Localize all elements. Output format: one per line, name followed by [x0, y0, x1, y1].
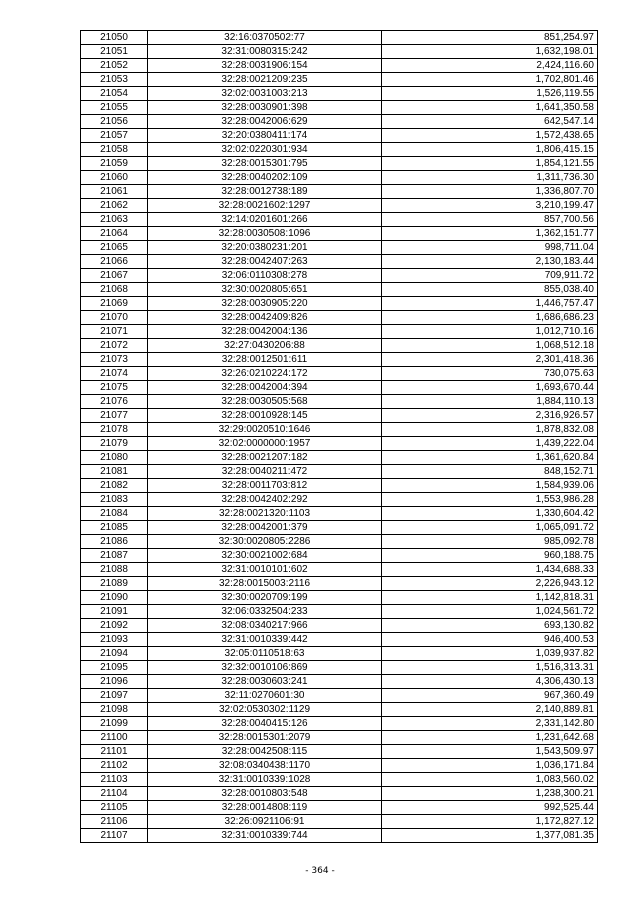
- cadastral-number-cell: 32:28:0021207:182: [148, 451, 382, 465]
- cadastral-number-cell: 32:11:0270601:30: [148, 689, 382, 703]
- row-id-cell: 21095: [81, 661, 148, 675]
- cadastral-number-cell: 32:28:0011703:812: [148, 479, 382, 493]
- row-id-cell: 21082: [81, 479, 148, 493]
- cadastral-number-cell: 32:29:0020510:1646: [148, 423, 382, 437]
- table-row: [81, 297, 598, 311]
- amount-cell: 1,012,710.16: [382, 325, 598, 339]
- amount-cell: 1,584,939.06: [382, 479, 598, 493]
- table-row: [81, 45, 598, 59]
- row-id-cell: 21060: [81, 171, 148, 185]
- amount-cell: 1,377,081.35: [382, 829, 598, 843]
- cadastral-number-cell: 32:31:0010339:442: [148, 633, 382, 647]
- table-row: [81, 479, 598, 493]
- cadastral-number-cell: 32:28:0040211:472: [148, 465, 382, 479]
- cadastral-number-cell: 32:02:0220301:934: [148, 143, 382, 157]
- table-row: [81, 717, 598, 731]
- cadastral-number-cell: 32:31:0010339:744: [148, 829, 382, 843]
- row-id-cell: 21076: [81, 395, 148, 409]
- cadastral-number-cell: 32:28:0030505:568: [148, 395, 382, 409]
- row-id-cell: 21088: [81, 563, 148, 577]
- table-row: [81, 829, 598, 843]
- amount-cell: 1,878,832.08: [382, 423, 598, 437]
- cadastral-number-cell: 32:28:0042004:136: [148, 325, 382, 339]
- cadastral-number-cell: 32:30:0020709:199: [148, 591, 382, 605]
- cadastral-number-cell: 32:31:0080315:242: [148, 45, 382, 59]
- amount-cell: 851,254.97: [382, 31, 598, 45]
- table-row: [81, 675, 598, 689]
- row-id-cell: 21065: [81, 241, 148, 255]
- amount-cell: 967,360.49: [382, 689, 598, 703]
- cadastral-number-cell: 32:30:0020805:651: [148, 283, 382, 297]
- amount-cell: 1,361,620.84: [382, 451, 598, 465]
- table-row: [81, 535, 598, 549]
- amount-cell: 1,362,151.77: [382, 227, 598, 241]
- table-row: [81, 801, 598, 815]
- row-id-cell: 21063: [81, 213, 148, 227]
- table-row: [81, 507, 598, 521]
- row-id-cell: 21074: [81, 367, 148, 381]
- row-id-cell: 21067: [81, 269, 148, 283]
- cadastral-number-cell: 32:14:0201601:266: [148, 213, 382, 227]
- cadastral-number-cell: 32:31:0010101:602: [148, 563, 382, 577]
- amount-cell: 1,553,986.28: [382, 493, 598, 507]
- row-id-cell: 21100: [81, 731, 148, 745]
- row-id-cell: 21070: [81, 311, 148, 325]
- cadastral-number-cell: 32:28:0042409:826: [148, 311, 382, 325]
- row-id-cell: 21061: [81, 185, 148, 199]
- row-id-cell: 21087: [81, 549, 148, 563]
- row-id-cell: 21102: [81, 759, 148, 773]
- row-id-cell: 21083: [81, 493, 148, 507]
- table-row: [81, 381, 598, 395]
- cadastral-number-cell: 32:28:0042407:263: [148, 255, 382, 269]
- row-id-cell: 21069: [81, 297, 148, 311]
- cadastral-number-cell: 32:28:0015003:2116: [148, 577, 382, 591]
- table-row: [81, 241, 598, 255]
- row-id-cell: 21103: [81, 773, 148, 787]
- cadastral-number-cell: 32:20:0380231:201: [148, 241, 382, 255]
- cadastral-number-cell: 32:20:0380411:174: [148, 129, 382, 143]
- amount-cell: 848,152.71: [382, 465, 598, 479]
- table-row: [81, 59, 598, 73]
- table-row: [81, 101, 598, 115]
- row-id-cell: 21089: [81, 577, 148, 591]
- table-row: [81, 199, 598, 213]
- amount-cell: 642,547.14: [382, 115, 598, 129]
- amount-cell: 709,911.72: [382, 269, 598, 283]
- amount-cell: 1,543,509.97: [382, 745, 598, 759]
- row-id-cell: 21096: [81, 675, 148, 689]
- data-table: [80, 30, 598, 843]
- row-id-cell: 21062: [81, 199, 148, 213]
- cadastral-number-cell: 32:28:0042006:629: [148, 115, 382, 129]
- cadastral-number-cell: 32:26:0210224:172: [148, 367, 382, 381]
- row-id-cell: 21055: [81, 101, 148, 115]
- amount-cell: 960,188.75: [382, 549, 598, 563]
- row-id-cell: 21079: [81, 437, 148, 451]
- table-row: [81, 227, 598, 241]
- row-id-cell: 21080: [81, 451, 148, 465]
- amount-cell: 2,226,943.12: [382, 577, 598, 591]
- row-id-cell: 21101: [81, 745, 148, 759]
- row-id-cell: 21057: [81, 129, 148, 143]
- table-row: [81, 549, 598, 563]
- table-row: [81, 353, 598, 367]
- row-id-cell: 21098: [81, 703, 148, 717]
- amount-cell: 1,024,561.72: [382, 605, 598, 619]
- row-id-cell: 21093: [81, 633, 148, 647]
- table-row: [81, 633, 598, 647]
- cadastral-number-cell: 32:28:0040415:126: [148, 717, 382, 731]
- cadastral-number-cell: 32:06:0332504:233: [148, 605, 382, 619]
- table-row: [81, 325, 598, 339]
- amount-cell: 857,700.56: [382, 213, 598, 227]
- amount-cell: 992,525.44: [382, 801, 598, 815]
- cadastral-number-cell: 32:28:0012501:611: [148, 353, 382, 367]
- row-id-cell: 21073: [81, 353, 148, 367]
- amount-cell: 1,446,757.47: [382, 297, 598, 311]
- table-row: [81, 731, 598, 745]
- amount-cell: 1,434,688.33: [382, 563, 598, 577]
- amount-cell: 1,632,198.01: [382, 45, 598, 59]
- table-row: [81, 185, 598, 199]
- table-row: [81, 815, 598, 829]
- row-id-cell: 21086: [81, 535, 148, 549]
- table-row: [81, 437, 598, 451]
- cadastral-number-cell: 32:02:0000000:1957: [148, 437, 382, 451]
- amount-cell: 1,065,091.72: [382, 521, 598, 535]
- amount-cell: 1,238,300.21: [382, 787, 598, 801]
- amount-cell: 2,424,116.60: [382, 59, 598, 73]
- amount-cell: 1,330,604.42: [382, 507, 598, 521]
- row-id-cell: 21066: [81, 255, 148, 269]
- amount-cell: 1,311,736.30: [382, 171, 598, 185]
- cadastral-number-cell: 32:28:0010928:145: [148, 409, 382, 423]
- amount-cell: 1,526,119.55: [382, 87, 598, 101]
- row-id-cell: 21058: [81, 143, 148, 157]
- cadastral-number-cell: 32:05:0110518:63: [148, 647, 382, 661]
- row-id-cell: 21090: [81, 591, 148, 605]
- table-row: [81, 395, 598, 409]
- amount-cell: 693,130.82: [382, 619, 598, 633]
- amount-cell: 1,806,415.15: [382, 143, 598, 157]
- table-row: [81, 255, 598, 269]
- amount-cell: 855,038.40: [382, 283, 598, 297]
- row-id-cell: 21092: [81, 619, 148, 633]
- cadastral-number-cell: 32:02:0031003:213: [148, 87, 382, 101]
- cadastral-number-cell: 32:28:0040202:109: [148, 171, 382, 185]
- amount-cell: 1,702,801.46: [382, 73, 598, 87]
- table-row: [81, 745, 598, 759]
- cadastral-number-cell: 32:32:0010106:869: [148, 661, 382, 675]
- row-id-cell: 21085: [81, 521, 148, 535]
- cadastral-number-cell: 32:28:0012738:189: [148, 185, 382, 199]
- table-row: [81, 157, 598, 171]
- row-id-cell: 21084: [81, 507, 148, 521]
- table-row: [81, 339, 598, 353]
- amount-cell: 1,172,827.12: [382, 815, 598, 829]
- cadastral-number-cell: 32:28:0030603:241: [148, 675, 382, 689]
- cadastral-number-cell: 32:28:0042508:115: [148, 745, 382, 759]
- cadastral-number-cell: 32:28:0030508:1096: [148, 227, 382, 241]
- row-id-cell: 21105: [81, 801, 148, 815]
- cadastral-number-cell: 32:28:0015301:795: [148, 157, 382, 171]
- amount-cell: 2,130,183.44: [382, 255, 598, 269]
- amount-cell: 1,439,222.04: [382, 437, 598, 451]
- amount-cell: 3,210,199.47: [382, 199, 598, 213]
- amount-cell: 1,686,686.23: [382, 311, 598, 325]
- cadastral-number-cell: 32:28:0042402:292: [148, 493, 382, 507]
- table-row: [81, 605, 598, 619]
- amount-cell: 2,140,889.81: [382, 703, 598, 717]
- amount-cell: 1,231,642.68: [382, 731, 598, 745]
- amount-cell: 1,068,512.18: [382, 339, 598, 353]
- cadastral-number-cell: 32:28:0010803:548: [148, 787, 382, 801]
- cadastral-number-cell: 32:28:0021320:1103: [148, 507, 382, 521]
- cadastral-number-cell: 32:08:0340438:1170: [148, 759, 382, 773]
- table-row: [81, 115, 598, 129]
- row-id-cell: 21099: [81, 717, 148, 731]
- cadastral-number-cell: 32:27:0430206:88: [148, 339, 382, 353]
- cadastral-number-cell: 32:28:0021602:1297: [148, 199, 382, 213]
- amount-cell: 4,306,430.13: [382, 675, 598, 689]
- table-row: [81, 423, 598, 437]
- table-row: [81, 591, 598, 605]
- table-row: [81, 465, 598, 479]
- row-id-cell: 21104: [81, 787, 148, 801]
- amount-cell: 1,641,350.58: [382, 101, 598, 115]
- amount-cell: 1,884,110.13: [382, 395, 598, 409]
- row-id-cell: 21053: [81, 73, 148, 87]
- row-id-cell: 21106: [81, 815, 148, 829]
- table-row: [81, 493, 598, 507]
- row-id-cell: 21068: [81, 283, 148, 297]
- cadastral-number-cell: 32:28:0031906:154: [148, 59, 382, 73]
- row-id-cell: 21054: [81, 87, 148, 101]
- amount-cell: 946,400.53: [382, 633, 598, 647]
- table-row: [81, 87, 598, 101]
- amount-cell: 2,331,142.80: [382, 717, 598, 731]
- amount-cell: 1,142,818.31: [382, 591, 598, 605]
- row-id-cell: 21056: [81, 115, 148, 129]
- table-row: [81, 311, 598, 325]
- row-id-cell: 21050: [81, 31, 148, 45]
- cadastral-number-cell: 32:06:0110308:278: [148, 269, 382, 283]
- row-id-cell: 21097: [81, 689, 148, 703]
- row-id-cell: 21094: [81, 647, 148, 661]
- table-row: [81, 269, 598, 283]
- row-id-cell: 21077: [81, 409, 148, 423]
- amount-cell: 730,075.63: [382, 367, 598, 381]
- table-row: [81, 171, 598, 185]
- table-row: [81, 647, 598, 661]
- table-row: [81, 367, 598, 381]
- cadastral-number-cell: 32:28:0042001:379: [148, 521, 382, 535]
- table-row: [81, 661, 598, 675]
- table-row: [81, 451, 598, 465]
- table-row: [81, 143, 598, 157]
- row-id-cell: 21107: [81, 829, 148, 843]
- amount-cell: 1,336,807.70: [382, 185, 598, 199]
- amount-cell: 998,711.04: [382, 241, 598, 255]
- cadastral-number-cell: 32:16:0370502:77: [148, 31, 382, 45]
- cadastral-number-cell: 32:28:0014808:119: [148, 801, 382, 815]
- table-row: [81, 31, 598, 45]
- table-row: [81, 521, 598, 535]
- cadastral-number-cell: 32:08:0340217:966: [148, 619, 382, 633]
- row-id-cell: 21078: [81, 423, 148, 437]
- row-id-cell: 21052: [81, 59, 148, 73]
- page-number: - 364 -: [305, 866, 335, 876]
- cadastral-number-cell: 32:28:0030905:220: [148, 297, 382, 311]
- table-row: [81, 563, 598, 577]
- table-row: [81, 773, 598, 787]
- cadastral-number-cell: 32:30:0020805:2286: [148, 535, 382, 549]
- row-id-cell: 21081: [81, 465, 148, 479]
- cadastral-number-cell: 32:28:0015301:2079: [148, 731, 382, 745]
- row-id-cell: 21059: [81, 157, 148, 171]
- amount-cell: 1,572,438.65: [382, 129, 598, 143]
- amount-cell: 1,854,121.55: [382, 157, 598, 171]
- cadastral-number-cell: 32:02:0530302:1129: [148, 703, 382, 717]
- cadastral-number-cell: 32:26:0921106:91: [148, 815, 382, 829]
- row-id-cell: 21064: [81, 227, 148, 241]
- table-row: [81, 759, 598, 773]
- amount-cell: 1,516,313.31: [382, 661, 598, 675]
- table-row: [81, 703, 598, 717]
- amount-cell: 1,083,560.02: [382, 773, 598, 787]
- row-id-cell: 21075: [81, 381, 148, 395]
- amount-cell: 985,092.78: [382, 535, 598, 549]
- cadastral-number-cell: 32:28:0021209:235: [148, 73, 382, 87]
- cadastral-number-cell: 32:28:0042004:394: [148, 381, 382, 395]
- table-row: [81, 619, 598, 633]
- cadastral-number-cell: 32:28:0030901:398: [148, 101, 382, 115]
- table-row: [81, 129, 598, 143]
- amount-cell: 1,036,171.84: [382, 759, 598, 773]
- table-row: [81, 213, 598, 227]
- table-row: [81, 73, 598, 87]
- table-body: [81, 31, 598, 843]
- row-id-cell: 21091: [81, 605, 148, 619]
- row-id-cell: 21051: [81, 45, 148, 59]
- amount-cell: 1,039,937.82: [382, 647, 598, 661]
- amount-cell: 2,301,418.36: [382, 353, 598, 367]
- table-row: [81, 283, 598, 297]
- table-row: [81, 787, 598, 801]
- table-row: [81, 689, 598, 703]
- table-row: [81, 409, 598, 423]
- amount-cell: 2,316,926.57: [382, 409, 598, 423]
- row-id-cell: 21071: [81, 325, 148, 339]
- table-row: [81, 577, 598, 591]
- amount-cell: 1,693,670.44: [382, 381, 598, 395]
- row-id-cell: 21072: [81, 339, 148, 353]
- cadastral-number-cell: 32:31:0010339:1028: [148, 773, 382, 787]
- cadastral-number-cell: 32:30:0021002:684: [148, 549, 382, 563]
